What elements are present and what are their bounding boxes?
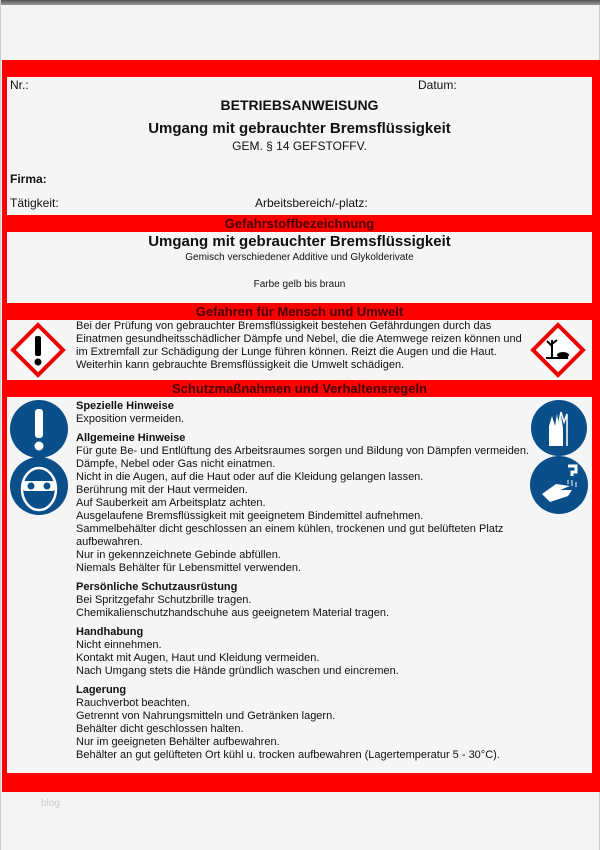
band-gefahren: Gefahren für Mensch und Umwelt: [195, 304, 404, 319]
band-gefahrstoff: Gefahrstoffbezeichnung: [224, 216, 375, 231]
protection-rules: [76, 400, 531, 762]
rule-line: Sammelbehälter dicht geschlossen an einem kühlen, trockenen und gut belüfteten Platz aufbewahren.: [76, 523, 504, 548]
rule-line: Behälter an gut gelüfteten Ort kühl u. trocken aufbewahren (Lagertemperatur 5 - 30°C).: [76, 749, 500, 761]
protection-box: [7, 397, 592, 773]
rule-line: Niemals Behälter für Lebensmittel verwenden.: [76, 562, 302, 574]
watermark: blog: [41, 798, 60, 809]
rule-line: Getrennt von Nahrungsmitteln und Getränken lagern.: [76, 710, 336, 722]
substance-description: Gemisch verschiedener Additive und Glykolderivate: [185, 252, 414, 263]
substance-box: [7, 232, 592, 303]
regulation: GEM. § 14 GEFSTOFFV.: [232, 139, 367, 153]
exclamation-hazard-icon: [10, 322, 66, 378]
section-title: Persönliche Schutzausrüstung: [76, 581, 238, 593]
hazards-box: [7, 320, 592, 380]
mandatory-general-icon: [10, 400, 68, 458]
header-box: [7, 77, 592, 215]
arbeitsbereich-label: Arbeitsbereich/-platz:: [255, 196, 368, 210]
section-title: Lagerung: [76, 684, 127, 696]
rule-line: Für gute Be- und Entlüftung des Arbeitsraumes sorgen und Bildung von Dämpfen vermeiden.: [76, 445, 530, 457]
firma-label: Firma:: [10, 172, 47, 186]
hand-wash-icon: [530, 456, 588, 514]
rule-line: Ausgelaufene Bremsflüssigkeit mit geeignetem Bindemittel aufnehmen.: [76, 510, 424, 522]
rule-line: Behälter dicht geschlossen halten.: [76, 723, 244, 735]
substance-name: Umgang mit gebrauchter Bremsflüssigkeit: [148, 233, 451, 250]
eye-protection-icon: [10, 457, 68, 515]
rule-line: Chemikalienschutzhandschuhe aus geeignetem Material tragen.: [76, 607, 390, 619]
rule-line: Bei Spritzgefahr Schutzbrille tragen.: [76, 594, 252, 606]
band-schutz: Schutzmaßnahmen und Verhaltensregeln: [172, 381, 427, 396]
rule-line: Nach Umgang stets die Hände gründlich waschen und eincremen.: [76, 665, 399, 677]
rule-line: Auf Sauberkeit am Arbeitsplatz achten.: [76, 497, 266, 509]
section-title: Spezielle Hinweise: [76, 400, 174, 412]
rule-line: Nicht einnehmen.: [76, 639, 162, 651]
top-bar: [1, 0, 600, 5]
datum-label: Datum:: [418, 78, 457, 92]
page-title: BETRIEBSANWEISUNG: [220, 97, 379, 113]
rule-line: Nur im geeigneten Behälter aufbewahren.: [76, 736, 280, 748]
rule-line: Nur in gekennzeichnete Gebinde abfüllen.: [76, 549, 281, 561]
rule-line: Rauchverbot beachten.: [76, 697, 190, 709]
rule-line: Exposition vermeiden.: [76, 413, 185, 425]
rule-line: Dämpfe, Nebel oder Gas nicht einatmen.: [76, 458, 276, 470]
rule-line: Nicht in die Augen, auf die Haut oder auf die Kleidung gelangen lassen.: [76, 471, 424, 483]
taetigkeit-label: Tätigkeit:: [10, 196, 59, 210]
rule-line: Kontakt mit Augen, Haut und Kleidung vermeiden.: [76, 652, 320, 664]
nr-label: Nr.:: [10, 78, 29, 92]
section-title: Handhabung: [76, 626, 144, 638]
gloves-icon: [531, 400, 587, 456]
substance-color: Farbe gelb bis braun: [253, 279, 346, 290]
document-frame: [2, 60, 600, 792]
environment-hazard-icon: [530, 322, 586, 378]
rule-line: Berührung mit der Haut vermeiden.: [76, 484, 248, 496]
page-subtitle: Umgang mit gebrauchter Bremsflüssigkeit: [148, 120, 451, 137]
hazards-text: Bei der Prüfung von gebrauchter Bremsflüssigkeit bestehen Gefährdungen durch das Einatmen gesundheitsschädlicher Dämpfe und Nebel, die die Atemwege reizen können und im Extremfall zur Schädigung der Lunge führen können. Reizt die Augen und die Haut. Weiterhin kann gebrauchte Bremsflüssigkeit die Umwelt schädigen.: [76, 320, 522, 371]
section-title: Allgemeine Hinweise: [76, 432, 186, 444]
